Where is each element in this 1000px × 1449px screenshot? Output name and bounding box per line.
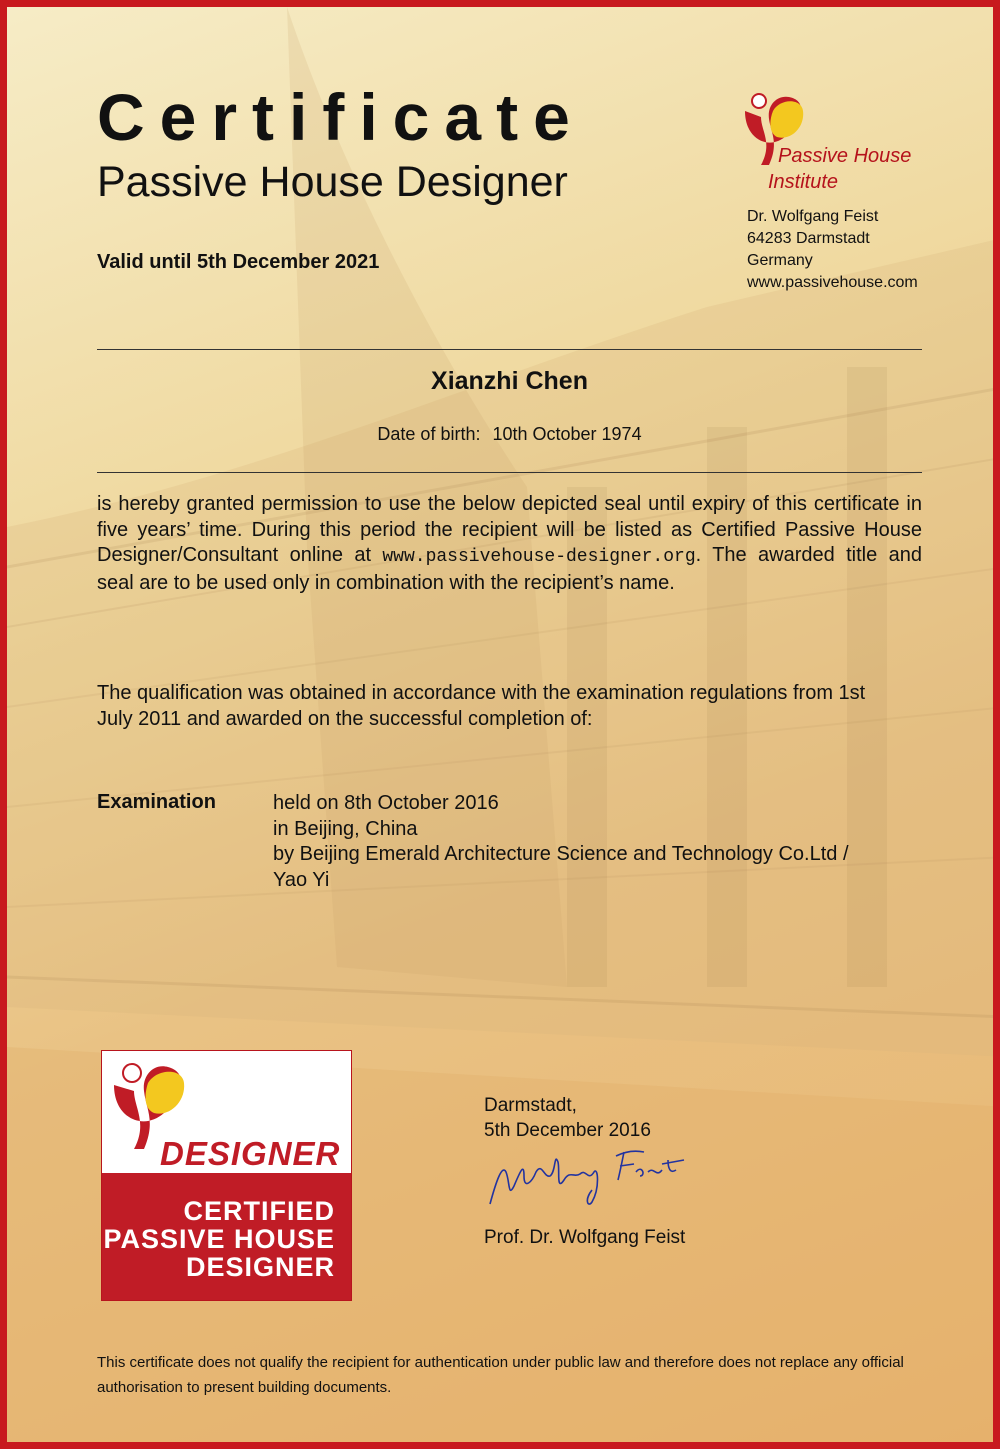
- divider: [97, 349, 922, 350]
- examination-line: Yao Yi: [273, 868, 330, 891]
- address-line: Germany: [747, 252, 813, 269]
- examination-line: by Beijing Emerald Architecture Science and Technology Co.Ltd /: [273, 843, 849, 865]
- examination-label: Examination: [97, 791, 216, 813]
- institute-name-line2: Institute: [768, 171, 839, 193]
- institute-address: [747, 206, 918, 294]
- examination-line: held on 8th October 2016: [273, 792, 499, 814]
- signing-place-date: [484, 1093, 651, 1143]
- address-line: 64283 Darmstadt: [747, 230, 870, 247]
- seal-designer-word: DESIGNER: [160, 1135, 341, 1172]
- footer-disclaimer: This certificate does not qualify the recipient for authentication under public law and therefore does not replace any official authorisation to present building documents.: [97, 1354, 904, 1396]
- address-line: Dr. Wolfgang Feist: [747, 208, 879, 225]
- seal-line: DESIGNER: [185, 1252, 335, 1282]
- certified-designer-seal: [101, 1050, 352, 1301]
- valid-until: Valid until 5th December 2021: [97, 251, 380, 273]
- institute-name-line1: Passive House: [778, 145, 912, 167]
- permission-text: is hereby granted permission to use the below depicted seal until expiry of this certificate in five years’ time. During this period the recipient will be listed as Certified Passive House Designer/Consultant online at: [97, 493, 922, 566]
- dob-label: Date of birth:: [377, 424, 481, 444]
- dob-value: 10th October 1974: [492, 424, 642, 444]
- signing-place: Darmstadt,: [484, 1095, 577, 1116]
- permission-paragraph: [97, 492, 922, 596]
- signer-name: Prof. Dr. Wolfgang Feist: [484, 1227, 686, 1248]
- permission-text-end: . The awarded title and seal are to be used only in combination with the recipient’s name.: [97, 544, 922, 594]
- examination-details: [273, 791, 849, 893]
- seal-line: CERTIFIED: [183, 1196, 335, 1226]
- examination-line: in Beijing, China: [273, 817, 418, 840]
- signing-date: 5th December 2016: [484, 1120, 651, 1141]
- seal-line: PASSIVE HOUSE: [103, 1224, 335, 1254]
- recipient-name: Xianzhi Chen: [431, 367, 588, 395]
- designer-website-url: www.passivehouse-designer.org: [382, 547, 696, 567]
- signature-icon: [484, 1142, 694, 1212]
- certificate-title: Certificate: [97, 80, 585, 154]
- address-website: www.passivehouse.com: [747, 274, 918, 291]
- qualification-paragraph: The qualification was obtained in accordance with the examination regulations from 1st July 2011 and awarded on the successful completion of:: [97, 682, 866, 730]
- certificate-subtitle: Passive House Designer: [97, 158, 568, 206]
- date-of-birth: [97, 424, 922, 445]
- divider: [97, 472, 922, 473]
